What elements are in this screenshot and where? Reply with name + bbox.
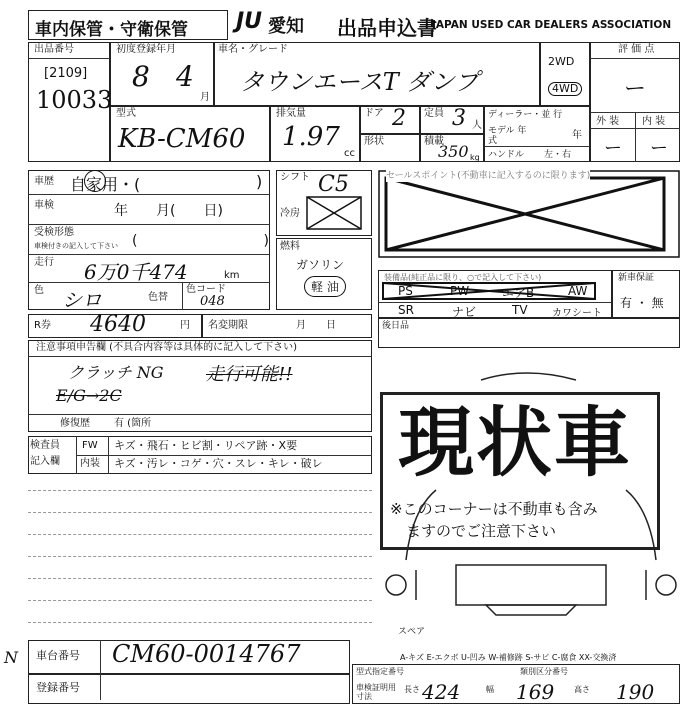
- fw-label: FW: [82, 440, 98, 451]
- ju-logo: JU: [236, 9, 263, 34]
- spare-label: スペア: [398, 627, 426, 637]
- sales-point-label: セールスポイント(不動車に記入するのに限ります): [386, 171, 591, 181]
- drive-4wd: 4WD: [548, 82, 582, 96]
- fuel-diesel: 軽 油: [304, 276, 346, 297]
- sales-point-box: [378, 170, 680, 258]
- warranty-label: 新車保証: [618, 273, 655, 283]
- reg-number-label: 登録番号: [36, 681, 80, 694]
- dealer-label: ディーラー・並 行: [488, 110, 563, 120]
- notice-big: 現状車: [398, 398, 632, 487]
- name-change-label: 名変期限: [208, 320, 248, 331]
- chassis-label: 車台番号: [36, 649, 80, 662]
- equip-pw: PW: [450, 284, 470, 298]
- damage-legend: A-キズ E-エクボ U-凹み W-補修跡 S-サビ C-腐食 XX-交換済: [400, 653, 617, 662]
- exterior-label: 外 装: [596, 116, 620, 127]
- fw-text: キズ・飛石・ヒビ割・リペア跡・X要: [114, 439, 298, 452]
- first-reg-month-unit: 月: [200, 92, 210, 103]
- capacity-value: 3: [452, 106, 466, 131]
- equip-sr: SR: [398, 303, 414, 317]
- inspector-label2: 記入欄: [30, 456, 60, 467]
- mileage-value: 6万0千474: [84, 260, 188, 284]
- spec-label: 型式指定番号: [356, 667, 404, 676]
- tone-label: 色替: [148, 292, 168, 303]
- notes-line1: クラッチ NG: [68, 363, 164, 382]
- equipment-crossed-row: [382, 282, 596, 300]
- recycle-value: 4640: [90, 312, 146, 337]
- int-text: キズ・汚レ・コゲ・穴・スレ・キレ・破レ: [114, 457, 323, 470]
- recycle-unit: 円: [180, 320, 190, 331]
- vehicle-name-value: タウンエースT ダンプ: [240, 68, 479, 96]
- storage-title-box: [28, 10, 228, 40]
- drive-box: [540, 42, 590, 106]
- interior-value: ー: [650, 138, 668, 159]
- equip-ab: エアB: [502, 286, 535, 300]
- vehicle-name-label: 車名・グレード: [218, 44, 288, 55]
- warranty-opts: 有 ・ 無: [620, 296, 664, 310]
- repair-label: 修復歴: [60, 418, 90, 429]
- assoc-name: JAPAN USED CAR DEALERS ASSOCIATION: [432, 19, 672, 31]
- org-name: 愛知: [268, 16, 304, 37]
- aftermarket-box: [378, 318, 680, 348]
- lot-small-number: [2109]: [44, 66, 88, 81]
- cert-label2: 寸法: [356, 692, 372, 701]
- equip-tv: TV: [512, 303, 528, 317]
- equip-navi: ナビ: [452, 305, 477, 319]
- capacity-unit: 人: [472, 120, 482, 131]
- chassis-value: CM60-0014767: [112, 640, 301, 668]
- notes-line1b: 走行可能!!: [206, 364, 293, 385]
- mileage-label: 走行: [34, 257, 54, 268]
- equipment-label: 装備品(純正品に限り、○で記入して下さい): [384, 273, 542, 282]
- displacement-unit: cc: [344, 148, 355, 159]
- test-form-sub: 車検付きの記入して下さい: [34, 242, 118, 250]
- model-value: KB-CM60: [118, 124, 246, 154]
- height-value: 190: [616, 680, 655, 704]
- equip-ps: PS: [398, 284, 413, 298]
- mileage-unit: km: [224, 270, 240, 281]
- rating-label: 評 価 点: [618, 44, 655, 55]
- equip-aw: AW: [568, 284, 588, 298]
- doors-label: ドア: [364, 108, 384, 119]
- ac-label: 冷房: [280, 208, 300, 219]
- form-title: 出品申込書: [337, 16, 437, 40]
- model-year-unit: 年: [572, 130, 582, 141]
- notice-small1: ※このコーナーは不動車も含み: [390, 500, 598, 518]
- usage-label: 車歴: [34, 176, 54, 187]
- color-label: 色: [34, 285, 44, 296]
- load-value: 350: [438, 142, 469, 161]
- notice-small2: ますのでご注意下さい: [406, 522, 557, 540]
- lot-number: 10033: [36, 86, 113, 114]
- color-code-label: 色コード: [186, 284, 226, 295]
- inspection-label: 車検: [34, 200, 54, 211]
- inspection-text: 年 月( 日): [114, 203, 223, 219]
- length-value: 424: [422, 680, 461, 704]
- color-value: シロ: [62, 288, 102, 312]
- class-label: 類別区分番号: [520, 667, 568, 676]
- margin-mark: N: [4, 648, 18, 667]
- first-reg-year: 8: [132, 60, 150, 93]
- load-unit: kg: [470, 153, 480, 162]
- notes-label: 注意事項申告欄 (不具合内容等は具体的に記入して下さい): [36, 342, 297, 353]
- height-label: 高さ: [574, 685, 590, 694]
- lot-label: 出品番号: [34, 44, 74, 55]
- ac-crossed-box: [306, 196, 362, 230]
- drive-2wd: 2WD: [548, 55, 575, 68]
- first-reg-month: 4: [176, 60, 194, 93]
- equip-kawasheet: カワシート: [552, 308, 602, 319]
- doors-value: 2: [392, 106, 406, 131]
- shift-label: シフト: [280, 172, 310, 183]
- capacity-label: 定員: [424, 108, 444, 119]
- displacement-value: 1.97: [282, 122, 340, 152]
- first-reg-label: 初度登録年月: [116, 44, 176, 55]
- length-label: 長さ: [404, 685, 420, 694]
- notes-line2: E/G→2C: [56, 386, 122, 405]
- fuel-label: 燃料: [280, 241, 300, 252]
- usage-value: 自家用・(: [70, 175, 141, 194]
- aftermarket-label: 後日品: [382, 321, 410, 331]
- storage-title: 車内保管・守衛保管: [35, 20, 188, 40]
- fuel-gasoline: ガソリン: [296, 258, 345, 272]
- recycle-label: R券: [34, 320, 51, 331]
- usage-close: ): [256, 172, 263, 191]
- rating-value: ー: [624, 77, 647, 102]
- color-code-value: 048: [200, 294, 225, 309]
- interior-label: 内 装: [642, 116, 666, 127]
- test-form-label: 受検形態: [34, 227, 74, 238]
- handle-opts: 左・右: [544, 150, 572, 160]
- model-label: 型式: [116, 108, 136, 119]
- int-label: 内装: [80, 458, 100, 469]
- displacement-label: 排気量: [276, 108, 306, 119]
- shift-value: C5: [318, 172, 349, 197]
- name-change-text: 月 日: [296, 320, 336, 331]
- exterior-value: ー: [604, 138, 622, 159]
- width-label: 幅: [486, 685, 494, 694]
- handle-label: ハンドル: [488, 150, 525, 160]
- load-label: 積載: [424, 136, 444, 147]
- cert-label1: 車検証明用: [356, 683, 396, 692]
- model-year-label: モデル 年式: [488, 126, 527, 146]
- test-form-text: ( ): [132, 233, 269, 249]
- shape-label: 形状: [364, 136, 384, 147]
- width-value: 169: [516, 680, 555, 704]
- usage-circle: [84, 170, 106, 192]
- inspector-label1: 検査員: [30, 440, 60, 451]
- repair-text: 有 (箇所: [114, 418, 152, 429]
